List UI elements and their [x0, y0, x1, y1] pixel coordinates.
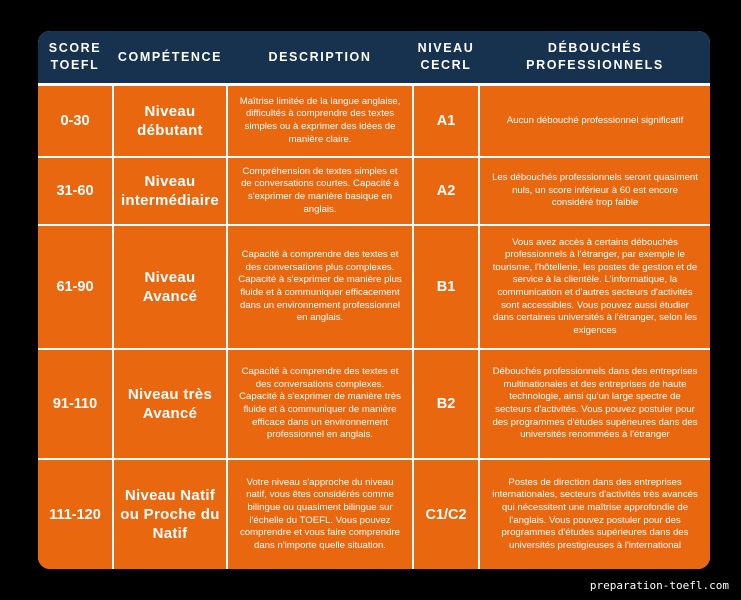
header-score: SCORE TOEFL — [48, 41, 102, 72]
table-row — [38, 226, 710, 348]
row-debouches: Postes de direction dans des entreprises internationales, secteurs d'activités très avancés qui nécessitent une maîtrise approfondie de l'anglais. Vous pouvez postuler pour des programmes d'études supérieures dans des universités prestigieuses à l'international — [480, 460, 710, 569]
row-competence: Niveau intermédiaire — [114, 158, 226, 224]
row-niveau: B1 — [414, 226, 478, 348]
row-description: Capacité à comprendre des textes et des conversations complexes. Capacité à s'exprimer de manière très fluide et à communiquer de manière efficace dans un environnement professionnel en anglais. — [228, 350, 412, 458]
row-niveau: C1/C2 — [414, 460, 478, 569]
row-score: 61-90 — [38, 226, 112, 348]
row-competence: Niveau très Avancé — [114, 350, 226, 458]
row-description: Capacité à comprendre des textes et des conversations plus complexes. Capacité à s'exprimer de manière plus fluide et à communiquer efficacement dans un environnement professionnel en anglais. — [228, 226, 412, 348]
row-score: 0-30 — [38, 86, 112, 156]
table-row — [38, 350, 710, 458]
table-header — [38, 31, 710, 83]
row-score: 31-60 — [38, 158, 112, 224]
row-niveau: A2 — [414, 158, 478, 224]
header-niveau: NIVEAU CECRL — [417, 41, 475, 72]
row-description: Maîtrise limitée de la langue anglaise, difficultés à comprendre des textes simples ou à exprimer des idées de manière claire. — [228, 86, 412, 156]
header-description: DESCRIPTION — [268, 49, 372, 64]
row-description: Votre niveau s'approche du niveau natif, vous êtes considérés comme bilingue ou quasiment bilingue sur l'échelle du TOEFL. Vous pouvez comprendre et vous faire comprendre dans n'importe quelle situation. — [228, 460, 412, 569]
toefl-table — [38, 31, 710, 569]
row-description: Compréhension de textes simples et de conversations courtes. Capacité à s'exprimer de manière basique en anglais. — [228, 158, 412, 224]
site-url: preparation-toefl.com — [589, 579, 729, 592]
table-row — [38, 158, 710, 224]
row-debouches: Vous avez accès à certains débouchés professionnels à l'étranger, par exemple le tourisme, l'hôtellerie, les postes de gestion et de service à la clientèle. L'informatique, la communication et d'autres secteurs d'activités sont accessibles. Vous pouvez aussi étudier dans certaines universités à l'étranger, selon les exigences — [480, 226, 710, 348]
row-competence: Niveau débutant — [114, 86, 226, 156]
row-competence: Niveau Natif ou Proche du Natif — [114, 460, 226, 569]
row-debouches: Les débouchés professionnels seront quasiment nuls, un score inférieur à 60 est encore considéré trop faible — [480, 158, 710, 224]
row-niveau: B2 — [414, 350, 478, 458]
table-row — [38, 460, 710, 569]
table-row — [38, 86, 710, 156]
row-score: 111-120 — [38, 460, 112, 569]
row-debouches: Débouchés professionnels dans des entreprises multinationales et des entreprises de haute technologie, ainsi qu'un large spectre de secteurs d'activités. Vous pouvez postuler pour des programmes d'études supérieures dans des universités renommées à l'étranger — [480, 350, 710, 458]
header-debouches: DÉBOUCHÉS PROFESSIONNELS — [526, 41, 664, 72]
row-niveau: A1 — [414, 86, 478, 156]
row-score: 91-110 — [38, 350, 112, 458]
row-competence: Niveau Avancé — [114, 226, 226, 348]
row-debouches: Aucun débouché professionnel significatif — [480, 86, 710, 156]
header-competence: COMPÉTENCE — [117, 49, 223, 64]
